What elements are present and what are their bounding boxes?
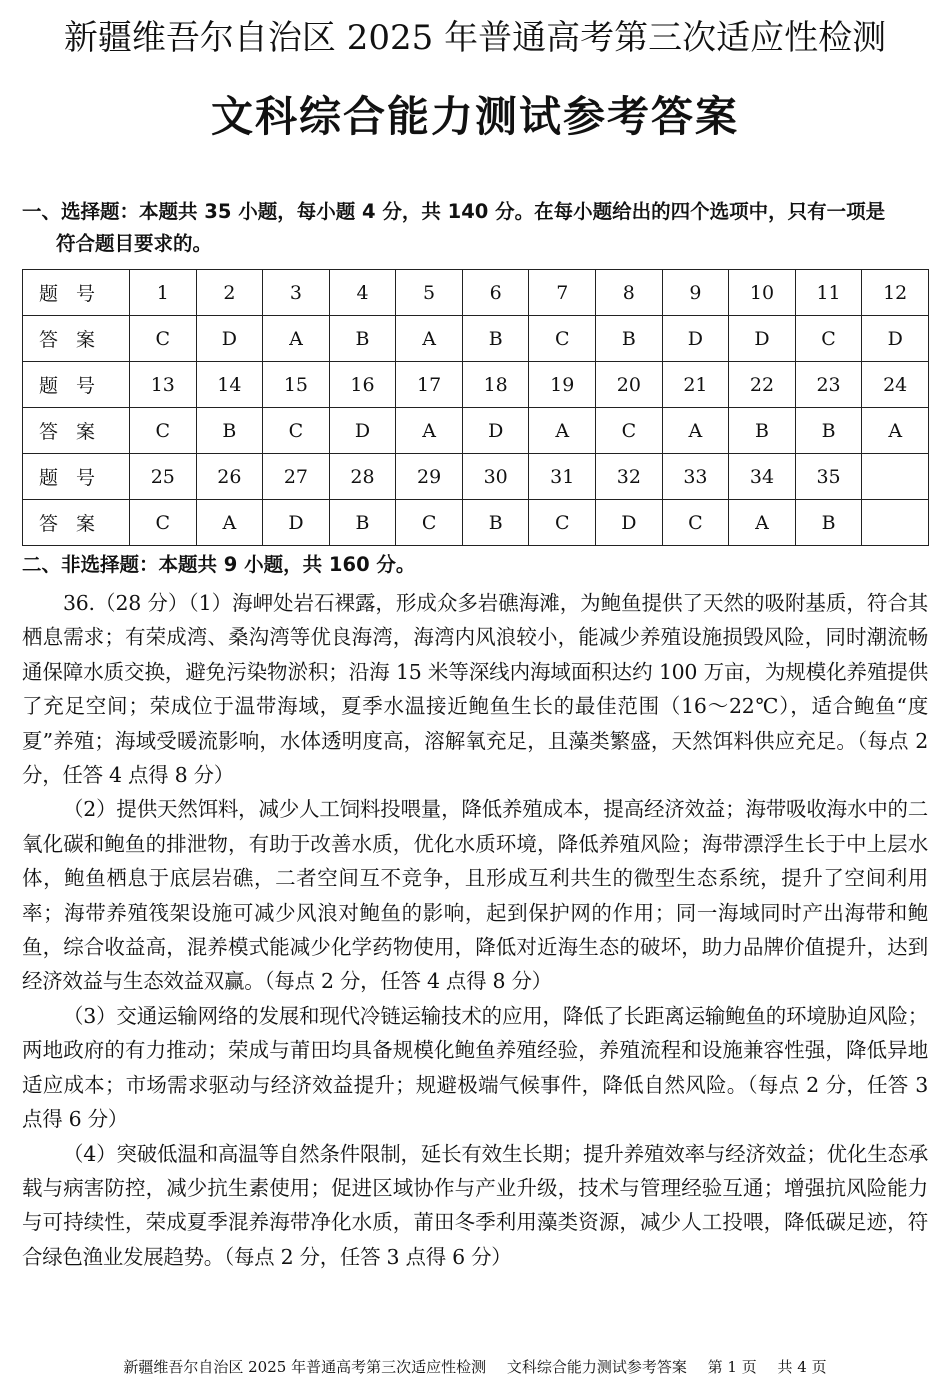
number-cell: 18 <box>462 362 529 408</box>
answer-cell: A <box>662 408 729 454</box>
answer-table <box>22 269 929 546</box>
number-cell: 5 <box>396 270 463 316</box>
answer-cell: C <box>396 500 463 546</box>
number-row-label: 题号 <box>23 454 130 500</box>
number-cell: 29 <box>396 454 463 500</box>
section-1-heading-line2: 符合题目要求的。 <box>56 232 213 255</box>
number-cell: 8 <box>596 270 663 316</box>
number-row-label: 题号 <box>23 270 130 316</box>
answer-cell: B <box>196 408 263 454</box>
number-cell: 3 <box>263 270 330 316</box>
section-1-heading <box>22 196 932 260</box>
number-cell: 7 <box>529 270 596 316</box>
document-title: 新疆维吾尔自治区 2025 年普通高考第三次适应性检测 <box>63 18 887 58</box>
answer-table-number-row <box>23 270 929 316</box>
answer-table-answer-row <box>23 500 929 546</box>
answer-cell: B <box>462 316 529 362</box>
footer-page-number: 第 1 页 <box>707 1358 757 1376</box>
answer-row-label: 答案 <box>23 316 130 362</box>
question-36 <box>22 586 928 1274</box>
number-cell: 27 <box>263 454 330 500</box>
footer-exam-name: 新疆维吾尔自治区 2025 年普通高考第三次适应性检测 <box>123 1358 487 1376</box>
q36-part2: （2）提供天然饵料，减少人工饲料投喂量，降低养殖成本，提高经济效益；海带吸收海水中的二氧化碳和鲍鱼的排泄物，有助于改善水质，优化水质环境，降低养殖风险；海带漂浮生长于中上层水体，鲍鱼栖息于底层岩礁，二者空间互不竞争，且形成互利共生的微型生态系统，提升了空间利用率；海带养殖筏架设施可减少风浪对鲍鱼的影响，起到保护网的作用；同一海域同时产出海带和鲍鱼，综合收益高，混养模式能减少化学药物使用，降低对近海生态的破坏，助力品牌价值提升，达到经济效益与生态效益双赢。（每点 2 分，任答 4 点得 8 分） <box>22 797 928 994</box>
number-cell: 17 <box>396 362 463 408</box>
footer-page-total: 共 4 页 <box>777 1358 827 1376</box>
answer-cell: C <box>130 408 197 454</box>
answer-cell: A <box>729 500 796 546</box>
number-cell: 22 <box>729 362 796 408</box>
number-cell: 2 <box>196 270 263 316</box>
number-cell: 26 <box>196 454 263 500</box>
document-subtitle: 文科综合能力测试参考答案 <box>210 92 739 141</box>
answer-cell: B <box>795 500 862 546</box>
answer-cell: C <box>795 316 862 362</box>
answer-row-label: 答案 <box>23 408 130 454</box>
answer-cell: D <box>329 408 396 454</box>
number-cell: 19 <box>529 362 596 408</box>
answer-cell: C <box>130 316 197 362</box>
number-cell: 9 <box>662 270 729 316</box>
answer-cell: D <box>729 316 796 362</box>
number-cell: 34 <box>729 454 796 500</box>
answer-cell: D <box>462 408 529 454</box>
answer-cell: C <box>662 500 729 546</box>
number-cell: 13 <box>130 362 197 408</box>
number-cell: 23 <box>795 362 862 408</box>
answer-cell: B <box>795 408 862 454</box>
answer-cell: B <box>729 408 796 454</box>
number-cell: 30 <box>462 454 529 500</box>
answer-cell: A <box>862 408 929 454</box>
answer-table-number-row <box>23 454 929 500</box>
number-cell: 10 <box>729 270 796 316</box>
number-cell: 14 <box>196 362 263 408</box>
answer-cell: B <box>596 316 663 362</box>
number-cell: 21 <box>662 362 729 408</box>
number-cell: 31 <box>529 454 596 500</box>
number-cell: 4 <box>329 270 396 316</box>
answer-table-number-row <box>23 362 929 408</box>
answer-cell: B <box>462 500 529 546</box>
answer-cell: D <box>196 316 263 362</box>
number-cell: 25 <box>130 454 197 500</box>
number-cell: 1 <box>130 270 197 316</box>
answer-row-label: 答案 <box>23 500 130 546</box>
number-cell: 16 <box>329 362 396 408</box>
q36-part4: （4）突破低温和高温等自然条件限制，延长有效生长期；提升养殖效率与经济效益；优化生态承载与病害防控，减少抗生素使用；促进区域协作与产业升级，技术与管理经验互通；增强抗风险能力与可持续性，荣成夏季混养海带净化水质，莆田冬季利用藻类资源，减少人工投喂，降低碳足迹，符合绿色渔业发展趋势。（每点 2 分，任答 3 点得 6 分） <box>22 1141 928 1269</box>
answer-cell: B <box>329 500 396 546</box>
answer-cell: B <box>329 316 396 362</box>
number-cell: 15 <box>263 362 330 408</box>
number-cell: 35 <box>795 454 862 500</box>
number-cell: 32 <box>596 454 663 500</box>
number-cell: 11 <box>795 270 862 316</box>
answer-cell: C <box>130 500 197 546</box>
number-cell: 6 <box>462 270 529 316</box>
answer-cell: D <box>596 500 663 546</box>
number-cell: 33 <box>662 454 729 500</box>
number-cell <box>862 454 929 500</box>
answer-table-answer-row <box>23 316 929 362</box>
answer-cell: A <box>396 408 463 454</box>
section-2-heading: 二、非选择题：本题共 9 小题，共 160 分。 <box>22 553 416 576</box>
answer-cell: D <box>862 316 929 362</box>
answer-cell: D <box>662 316 729 362</box>
q36-part3: （3）交通运输网络的发展和现代冷链运输技术的应用，降低了长距离运输鲍鱼的环境胁迫风险；两地政府的有力推动；荣成与莆田均具备规模化鲍鱼养殖经验，养殖流程和设施兼容性强，降低异地适应成本；市场需求驱动与经济效益提升；规避极端气候事件，降低自然风险。（每点 2 分，任答 3 点得 6 分） <box>22 1003 928 1132</box>
number-cell: 28 <box>329 454 396 500</box>
number-cell: 20 <box>596 362 663 408</box>
number-row-label: 题号 <box>23 362 130 408</box>
answer-cell: C <box>263 408 330 454</box>
page-footer <box>0 1356 950 1377</box>
section-1-heading-line1: 一、选择题：本题共 35 小题，每小题 4 分，共 140 分。在每小题给出的四个选项中，只有一项是 <box>22 200 886 223</box>
answer-cell: A <box>529 408 596 454</box>
answer-cell: C <box>529 316 596 362</box>
number-cell: 24 <box>862 362 929 408</box>
answer-cell: D <box>263 500 330 546</box>
answer-cell: C <box>596 408 663 454</box>
answer-cell <box>862 500 929 546</box>
answer-table-answer-row <box>23 408 929 454</box>
number-cell: 12 <box>862 270 929 316</box>
q36-part1: 36.（28 分）（1）海岬处岩石裸露，形成众多岩礁海滩，为鲍鱼提供了天然的吸附基质，符合其栖息需求；有荣成湾、桑沟湾等优良海湾，海湾内风浪较小，能减少养殖设施损毁风险，同时潮流畅通保障水质交换，避免污染物淤积；沿海 15 米等深线内海域面积达约 100 万亩，为规模化养殖提供了充足空间；荣成位于温带海域，夏季水温接近鲍鱼生长的最佳范围（16～22℃），适合鲍鱼“度夏”养殖；海域受暖流影响，水体透明度高，溶解氧充足，且藻类繁盛，天然饵料供应充足。（每点 2 分，任答 4 点得 8 分） <box>22 591 928 788</box>
answer-cell: A <box>263 316 330 362</box>
answer-cell: A <box>196 500 263 546</box>
footer-doc-name: 文科综合能力测试参考答案 <box>506 1358 687 1376</box>
answer-cell: A <box>396 316 463 362</box>
answer-cell: C <box>529 500 596 546</box>
